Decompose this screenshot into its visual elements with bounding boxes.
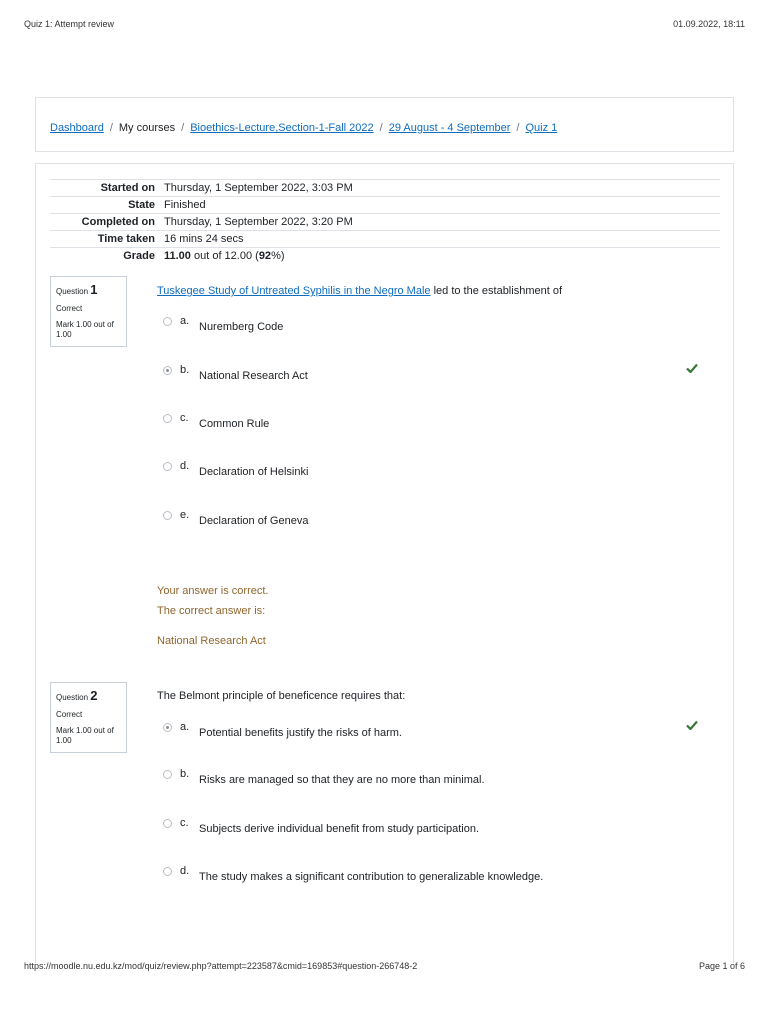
grade-percent: 92 [258, 250, 272, 263]
started-value: Thursday, 1 September 2022, 3:03 PM [164, 180, 720, 197]
question-1-text-rest: led to the establishment of [430, 285, 562, 297]
print-datetime: 01.09.2022, 18:11 [673, 19, 745, 29]
check-icon [686, 720, 698, 730]
grade-end: %) [271, 250, 285, 263]
radio-button-selected[interactable] [163, 366, 172, 375]
check-icon [686, 363, 698, 373]
question-status: Correct [56, 710, 83, 720]
radio-button[interactable] [163, 462, 172, 471]
option-letter: d. [180, 865, 190, 877]
question-1-text [157, 285, 562, 297]
feedback-correct-label: The correct answer is: [157, 605, 266, 617]
breadcrumb-separator: / [516, 122, 520, 134]
breadcrumb-dashboard-link[interactable]: Dashboard [50, 122, 104, 134]
question-mark: Mark 1.00 out of 1.00 [56, 726, 114, 746]
print-header [24, 19, 745, 33]
radio-button-selected[interactable] [163, 723, 172, 732]
print-page-number: Page 1 of 6 [698, 961, 745, 971]
question-number: 2 [90, 688, 98, 703]
completed-label: Completed on [50, 214, 164, 231]
option-text: Declaration of Geneva [199, 515, 309, 527]
option-text: Risks are managed so that they are no more than minimal. [199, 774, 485, 786]
time-taken-label: Time taken [50, 231, 164, 248]
completed-value: Thursday, 1 September 2022, 3:20 PM [164, 214, 720, 231]
breadcrumb [50, 122, 557, 134]
option-text: Subjects derive individual benefit from study participation. [199, 823, 480, 835]
breadcrumb-separator: / [181, 122, 185, 134]
question-2-text: The Belmont principle of beneficence requires that: [157, 690, 406, 702]
breadcrumb-separator: / [109, 122, 113, 134]
summary-row-completed [50, 214, 720, 231]
option-letter: b. [180, 768, 190, 780]
started-label: Started on [50, 180, 164, 197]
radio-button[interactable] [163, 867, 172, 876]
question-label: Question [56, 287, 89, 296]
summary-row-grade [50, 248, 720, 265]
breadcrumb-my-courses: My courses [118, 122, 176, 134]
question-mark: Mark 1.00 out of 1.00 [56, 320, 114, 340]
option-letter: c. [180, 412, 189, 424]
option-text: The study makes a significant contribution to generalizable knowledge. [199, 871, 544, 883]
print-title: Quiz 1: Attempt review [24, 19, 115, 29]
feedback-correct: Your answer is correct. [157, 585, 269, 597]
option-text: National Research Act [199, 370, 308, 382]
quiz-review-region [35, 163, 734, 963]
option-letter: b. [180, 364, 190, 376]
radio-button[interactable] [163, 770, 172, 779]
question-1-link[interactable]: Tuskegee Study of Untreated Syphilis in the Negro Male [157, 285, 431, 297]
grade-score: 11.00 [164, 250, 191, 263]
breadcrumb-course-link[interactable]: Bioethics-Lecture,Section-1-Fall 2022 [190, 122, 374, 134]
option-letter: a. [180, 721, 190, 733]
print-footer [24, 961, 745, 975]
grade-value [164, 248, 720, 265]
option-text: Common Rule [199, 418, 270, 430]
option-letter: c. [180, 817, 189, 829]
question-number: 1 [90, 282, 98, 297]
option-letter: a. [180, 315, 190, 327]
attempt-summary-table [50, 179, 720, 265]
state-value: Finished [164, 197, 720, 214]
question-label: Question [56, 693, 89, 702]
option-text: Declaration of Helsinki [199, 466, 309, 478]
option-text: Nuremberg Code [199, 321, 284, 333]
breadcrumb-separator: / [379, 122, 383, 134]
radio-button[interactable] [163, 317, 172, 326]
summary-row-time [50, 231, 720, 248]
print-url: https://moodle.nu.edu.kz/mod/quiz/review.php?attempt=223587&cmid=169853#question-266748-2 [24, 961, 418, 971]
breadcrumb-container [35, 97, 734, 152]
grade-out-of: out of 12.00 ( [190, 250, 259, 263]
question-2-info [50, 682, 127, 753]
radio-button[interactable] [163, 414, 172, 423]
breadcrumb-quiz-link[interactable]: Quiz 1 [525, 122, 558, 134]
option-letter: d. [180, 460, 190, 472]
radio-button[interactable] [163, 511, 172, 520]
grade-label: Grade [50, 248, 164, 265]
question-status: Correct [56, 304, 83, 314]
state-label: State [50, 197, 164, 214]
option-text: Potential benefits justify the risks of harm. [199, 727, 402, 739]
question-1-info [50, 276, 127, 347]
time-taken-value: 16 mins 24 secs [164, 231, 720, 248]
feedback-correct-answer: National Research Act [157, 635, 266, 647]
summary-row-started [50, 180, 720, 197]
radio-button[interactable] [163, 819, 172, 828]
summary-row-state [50, 197, 720, 214]
option-letter: e. [180, 509, 190, 521]
breadcrumb-week-link[interactable]: 29 August - 4 September [388, 122, 511, 134]
